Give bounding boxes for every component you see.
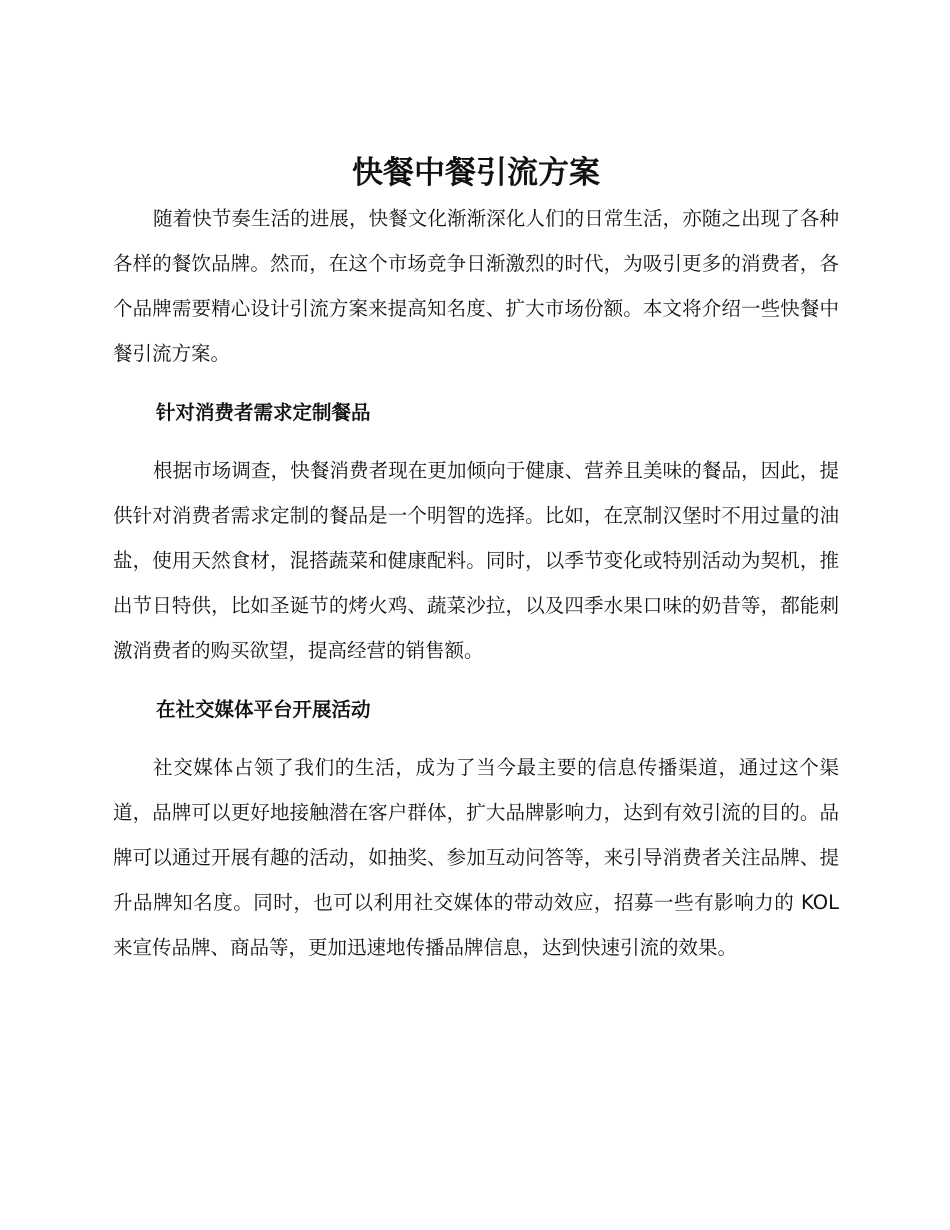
document-body [113, 150, 839, 970]
document-title: 快餐中餐引流方案 [352, 155, 600, 191]
section-body-custom-meals: 根据市场调查，快餐消费者现在更加倾向于健康、营养且美味的餐品，因此，提供针对消费者需求定制的餐品是一个明智的选择。比如，在烹制汉堡时不用过量的油盐，使用天然食材，混搭蔬菜和健康配料。同时，以季节变化或特别活动为契机，推出节日特供，比如圣诞节的烤火鸡、蔬菜沙拉，以及四季水果口味的奶昔等，都能刺激消费者的购买欲望，提高经营的销售额。 [113, 459, 839, 662]
section-body-social-media: 社交媒体占领了我们的生活，成为了当今最主要的信息传播渠道，通过这个渠道，品牌可以更好地接触潜在客户群体，扩大品牌影响力，达到有效引流的目的。品牌可以通过开展有趣的活动，如抽奖、参加互动问答等，来引导消费者关注品牌、提升品牌知名度。同时，也可以利用社交媒体的带动效应，招募一些有影响力的 KOL 来宣传品牌、商品等，更加迅速地传播品牌信息，达到快速引流的效果。 [113, 756, 839, 959]
intro-paragraph: 随着快节奏生活的进展，快餐文化渐渐深化人们的日常生活，亦随之出现了各种各样的餐饮品牌。然而，在这个市场竞争日渐激烈的时代，为吸引更多的消费者，各个品牌需要精心设计引流方案来提高知名度、扩大市场份额。本文将介绍一些快餐中餐引流方案。 [113, 207, 839, 365]
section-heading-custom-meals: 针对消费者需求定制餐品 [156, 401, 371, 424]
section-heading-social-media: 在社交媒体平台开展活动 [156, 698, 371, 721]
